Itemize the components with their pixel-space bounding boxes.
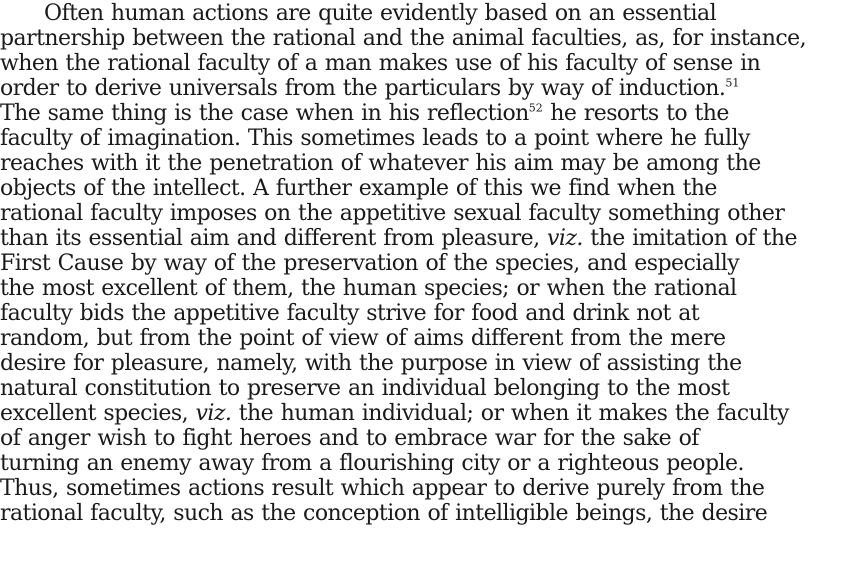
text-line-5-tail: he resorts to the [542,101,729,126]
text-line-9: rational faculty imposes on the appetitive sexual faculty something other [0,201,785,226]
footnote-marker-52: 52 [528,101,543,115]
text-line-8: objects of the intellect. A further example of this we find when the [0,176,717,201]
text-line-19: turning an enemy away from a flourishing city or a righteous people. [0,451,744,476]
text-line-17-text: excellent species, [0,401,196,426]
text-line-16: natural constitution to preserve an individual belonging to the most [0,376,730,401]
text-line-10-tail: the imitation of the [582,226,797,251]
text-line-12: the most excellent of them, the human species; or when the rational [0,276,737,301]
text-line-5-text: The same thing is the case when in his reflection [0,101,529,126]
text-line-17 [0,402,857,426]
italic-viz: viz. [547,226,583,251]
text-line-11: First Cause by way of the preservation of the species, and especially [0,251,740,276]
text-line-18: of anger wish to fight heroes and to embrace war for the sake of [0,426,699,451]
text-line-6: faculty of imagination. This sometimes leads to a point where he fully [0,126,750,151]
text-line-1: Often human actions are quite evidently based on an essential [44,1,717,26]
text-line-13: faculty bids the appetitive faculty strive for food and drink not at [0,301,700,326]
text-line-17-tail: the human individual; or when it makes the faculty [231,401,789,426]
italic-viz-2: viz. [195,401,232,426]
text-line-2: partnership between the rational and the animal faculties, as, for instance, [0,26,807,51]
text-line-5 [0,102,857,126]
text-line-10 [0,227,857,251]
text-line-21: rational faculty, such as the conception of intelligible beings, the desire [0,501,768,526]
text-line-15: desire for pleasure, namely, with the purpose in view of assisting the [0,351,742,376]
text-line-7: reaches with it the penetration of whatever his aim may be among the [0,151,761,176]
text-line-4 [0,77,857,101]
text-line-3: when the rational faculty of a man makes use of his faculty of sense in [0,51,761,76]
text-line-4-text: order to derive universals from the particulars by way of induction. [0,76,726,101]
text-line-20: Thus, sometimes actions result which appear to derive purely from the [0,476,765,501]
text-line-10-text: than its essential aim and different from pleasure, [0,226,547,251]
footnote-marker-51: 51 [725,76,740,90]
text-line-14: random, but from the point of view of aims different from the mere [0,326,726,351]
